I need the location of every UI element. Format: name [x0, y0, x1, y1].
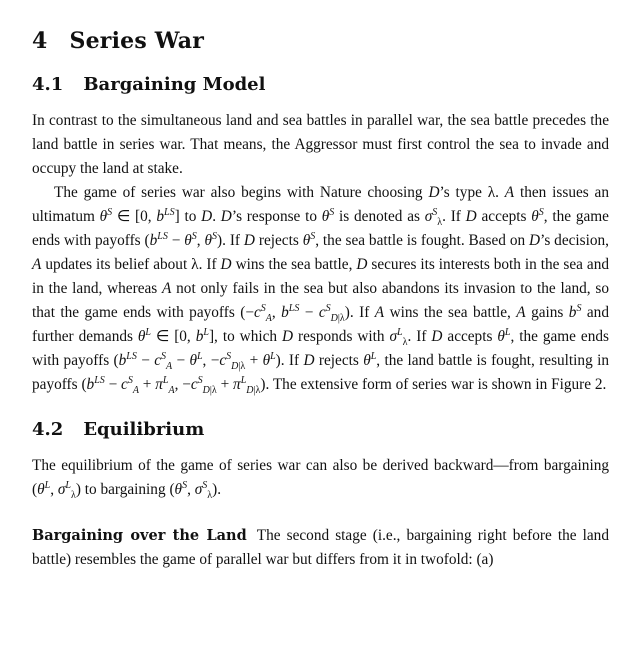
subsection-number: 4.1: [32, 74, 64, 95]
subsection-title: Bargaining Model: [83, 74, 266, 95]
paragraph-intro: In contrast to the simultaneous land and sea battles in parallel war, the sea battle precedes the land battle in series war. That means, the Aggressor must first control the sea to invade and occupy the land at stake.: [32, 112, 609, 177]
section-title: Series War: [69, 28, 205, 54]
paragraph-bargaining-over-land: [32, 524, 609, 572]
paragraph-equilibrium: The equilibrium of the game of series war can also be derived backward—from bargaining ($\theta^L$, $\sigma^L_\lambda$) to bargaining ($\theta^S$, $\sigma^S_\lambda$).: [32, 457, 609, 502]
runin-text: The second stage (i.e., bargaining right before the land battle) resembles the game of parallel war but differs from it in twofold: (a): [32, 527, 609, 568]
subsection-number: 4.2: [32, 419, 64, 440]
subsection-heading-bargaining-model: [32, 74, 609, 95]
paragraph-game-description: The game of series war also begins with Nature choosing D’s type λ. A then issues an ultimatum $\theta^S$ ∈ [0, $b^{LS}$] to D. D’s response to $\theta^S$ is denoted as $\sigma^S_\lambda$. If D accepts $\theta^S$, the game ends with payoffs ($b^{LS} - \theta^S$, $\theta^S$). If D rejects $\theta^S$, the sea battle is fought. Based on D’s decision, A updates its belief about λ. If D wins the sea battle, D secures its interests both in the sea and in the land, whereas A not only fails in the sea but also abandons its invasion to the land, so that the game ends with payoffs ($-c^S_A$, $b^{LS} - c^S_{D|\lambda}$). If A wins the sea battle, A gains $b^S$ and further demands $\theta^L$ ∈ [0, $b^L$], to which D responds with $\sigma^L_\lambda$. If D accepts $\theta^L$, the game ends with payoffs ($b^{LS} - c^S_A - \theta^L$, $-c^S_{D|\lambda} + \theta^L$). If D rejects $\theta^L$, the land battle is fought, resulting in payoffs ($b^{LS} - c^S_A + \pi^L_A$, $-c^S_{D|\lambda} + \pi^L_{D|\lambda}$). The extensive form of series war is shown in Figure 2.: [32, 184, 609, 397]
section-number: 4: [32, 28, 48, 54]
subsection-heading-equilibrium: [32, 419, 609, 440]
subsection-title: Equilibrium: [83, 419, 205, 440]
section-heading: [32, 28, 609, 54]
runin-heading: Bargaining over the Land: [32, 527, 247, 544]
